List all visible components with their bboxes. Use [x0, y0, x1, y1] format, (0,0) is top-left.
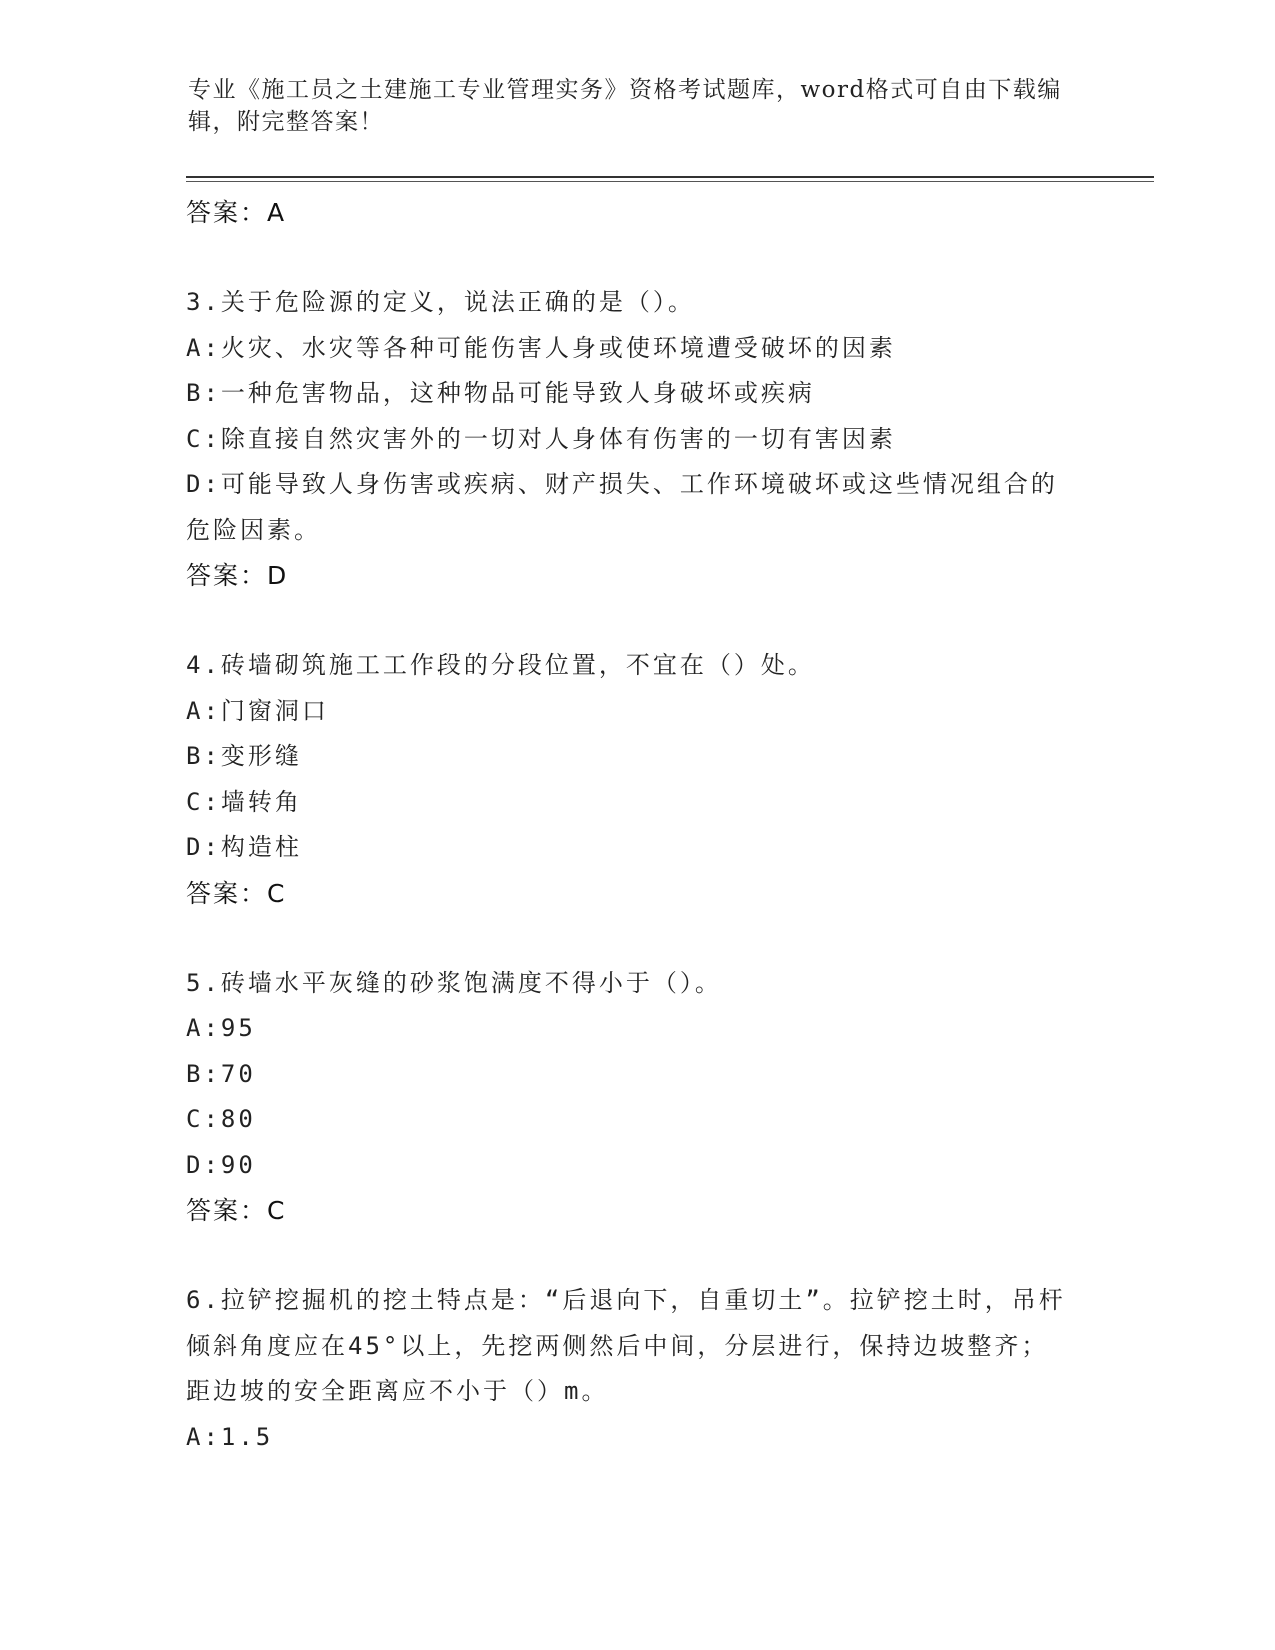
spacer — [186, 1234, 1086, 1278]
option-b: B:70 — [186, 1059, 256, 1088]
question-answer: 答案：C — [186, 878, 287, 908]
spacer — [186, 599, 1086, 643]
question-answer: 答案：C — [186, 1196, 287, 1225]
question-3 — [186, 280, 1086, 599]
option-c: C:墙转角 — [186, 787, 302, 816]
header-divider — [186, 176, 1154, 178]
page-header: 专业《施工员之土建施工专业管理实务》资格考试题库，word格式可自由下载编辑，附完整答案！ — [188, 77, 1062, 135]
option-d: D:可能导致人身伤害或疾病、财产损失、工作环境破坏或这些情况组合的危险因素。 — [186, 470, 1058, 544]
question-5 — [186, 961, 1086, 1235]
question-stem: 3.关于危险源的定义，说法正确的是（）。 — [186, 288, 695, 316]
option-a: A:火灾、水灾等各种可能伤害人身或使环境遭受破坏的因素 — [186, 333, 896, 362]
spacer — [186, 917, 1086, 961]
option-c: C:80 — [186, 1105, 256, 1133]
option-c: C:除直接自然灾害外的一切对人身体有伤害的一切有害因素 — [186, 424, 896, 453]
question-4 — [186, 643, 1086, 917]
option-b: B:一种危害物品，这种物品可能导致人身破坏或疾病 — [186, 379, 815, 407]
option-a: A:门窗洞口 — [186, 696, 329, 725]
option-d: D:构造柱 — [186, 833, 302, 861]
question-stem: 4.砖墙砌筑施工工作段的分段位置，不宜在（）处。 — [186, 651, 815, 679]
option-b: B:变形缝 — [186, 742, 302, 770]
option-d: D:90 — [186, 1150, 256, 1179]
question-stem: 5.砖墙水平灰缝的砂浆饱满度不得小于（）。 — [186, 968, 722, 997]
question-answer: 答案：D — [186, 561, 289, 590]
header-divider-thin — [186, 181, 1154, 182]
question-stem: 6.拉铲挖掘机的挖土特点是：“后退向下，自重切土”。拉铲挖土时，吊杆倾斜角度应在45°以上，先挖两侧然后中间，分层进行，保持边坡整齐；距边坡的安全距离应不小于（）m。 — [186, 1286, 1066, 1405]
option-a: A:95 — [186, 1014, 256, 1042]
spacer — [186, 236, 1086, 280]
previous-answer: 答案：A — [186, 198, 287, 227]
document-body — [186, 190, 1086, 1460]
question-6 — [186, 1278, 1086, 1460]
option-a: A:1.5 — [186, 1422, 274, 1451]
